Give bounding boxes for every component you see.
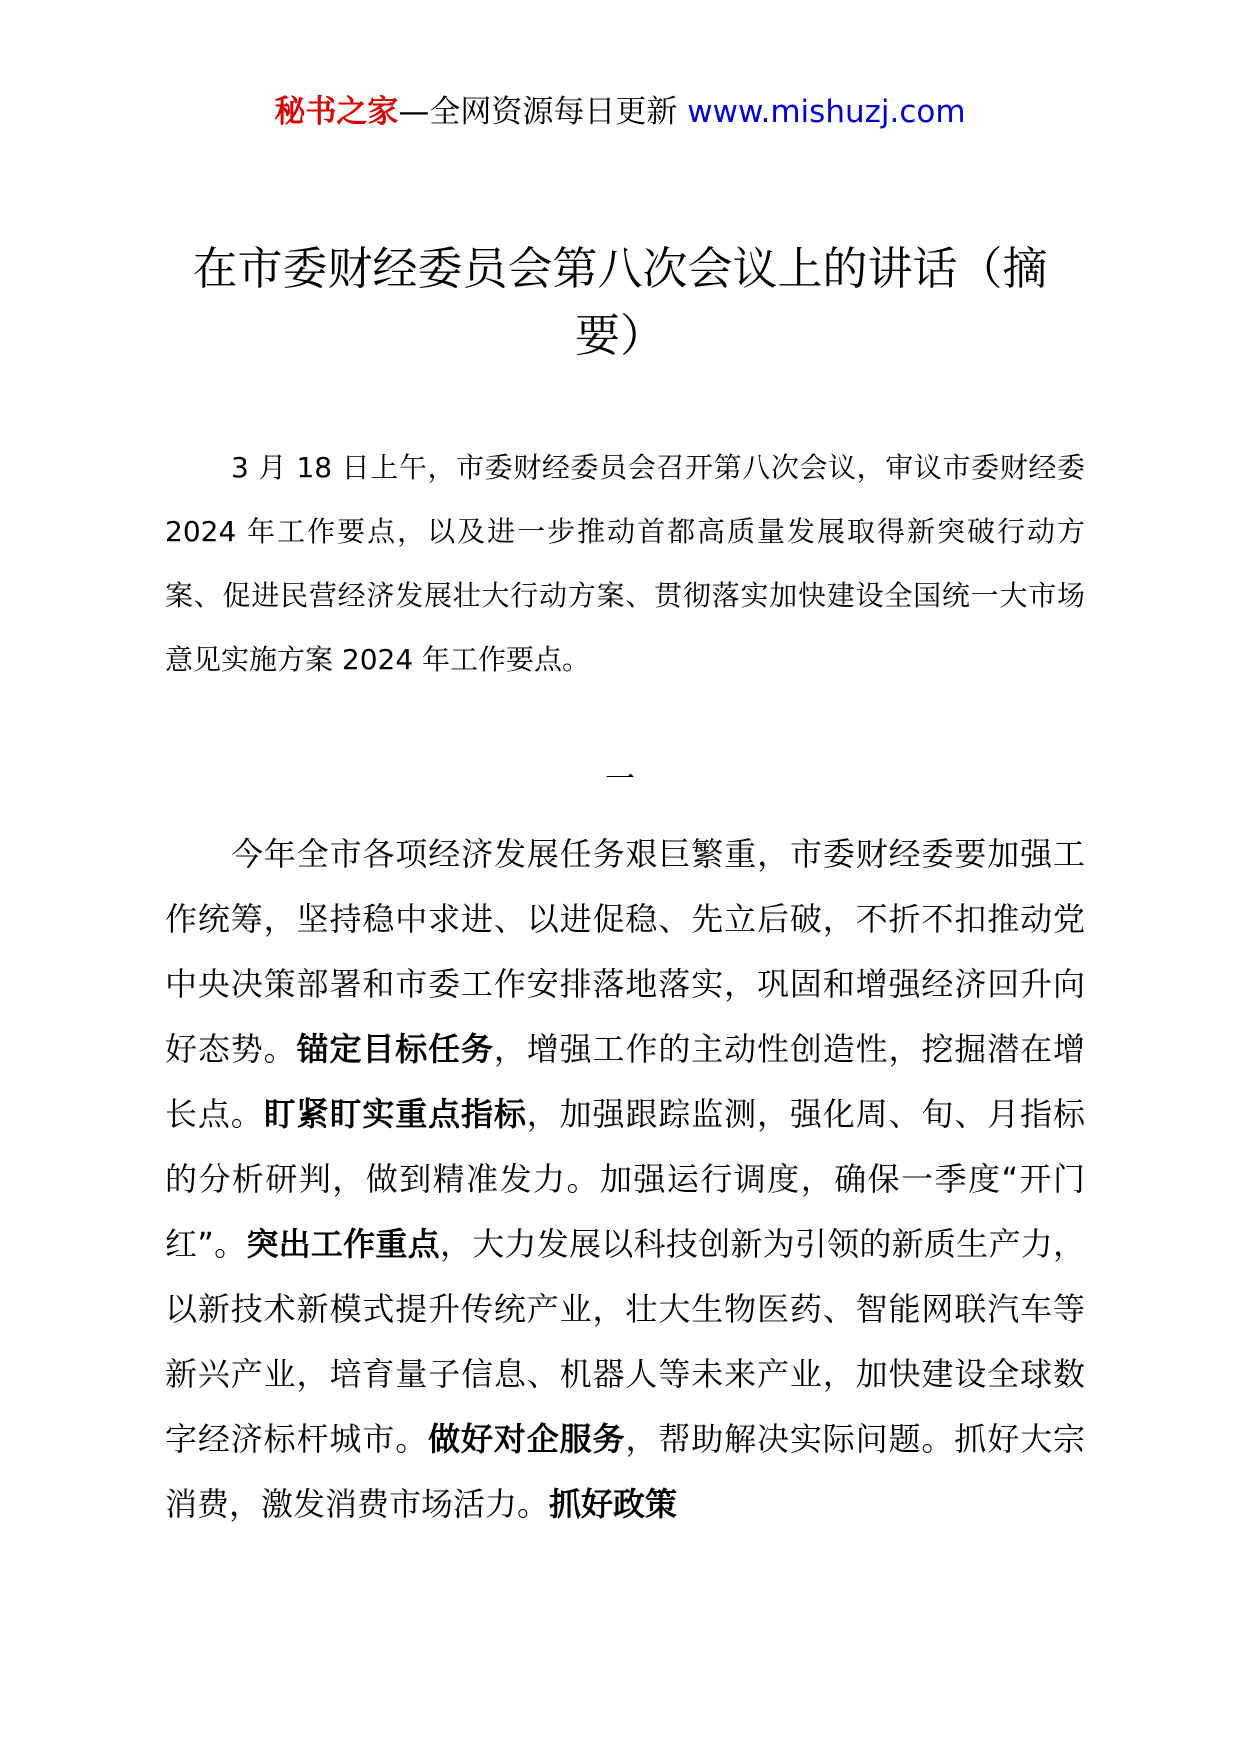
main-text-3: ，加强跟踪监测，强化周、旬、月指标的分析研判，做到精准发力。加强运行调度，确保一季度“开门红”。	[165, 1095, 1085, 1263]
site-brand: 秘书之家	[274, 94, 399, 130]
main-text-5: ，帮助解决实际问题。抓好大宗消费，激发消费市场活力。	[165, 1420, 1085, 1523]
site-url-link[interactable]: www.mishuzj.com	[687, 94, 966, 130]
section-number: 一	[605, 762, 635, 797]
emphasis-1: 锚定目标任务	[296, 1030, 494, 1068]
main-text-1: 今年全市各项经济发展任务艰巨繁重，市委财经委要加强工作统筹，坚持稳中求进、以进促稳、先立后破，不折不扣推动党中央决策部署和市委工作安排落地落实，巩固和增强经济回升向好态势。	[165, 835, 1085, 1068]
main-text-4: ，大力发展以科技创新为引领的新质生产力，以新技术新模式提升传统产业，壮大生物医药、智能网联汽车等新兴产业，培育量子信息、机器人等未来产业，加快建设全球数字经济标杆城市。	[165, 1225, 1085, 1458]
emphasis-3: 突出工作重点	[246, 1225, 440, 1263]
emphasis-4: 做好对企服务	[428, 1420, 626, 1458]
site-tagline: —全网资源每日更新	[398, 94, 688, 130]
emphasis-2: 盯紧盯实重点指标	[263, 1095, 527, 1133]
document-title: 在市委财经委员会第八次会议上的讲话（摘要）	[192, 242, 1048, 362]
emphasis-5: 抓好政策	[549, 1485, 678, 1523]
main-text-2: ，增强工作的主动性创造性，挖掘潜在增长点。	[165, 1030, 1085, 1133]
main-paragraph	[165, 822, 1085, 1537]
intro-paragraph: 3 月 18 日上午，市委财经委员会召开第八次会议，审议市委财经委 2024 年工作要点，以及进一步推动首都高质量发展取得新突破行动方案、促进民营经济发展壮大行动方案、贯彻落实加快建设全国统一大市场意见实施方案 2024 年工作要点。	[165, 451, 1085, 676]
site-header	[0, 92, 1240, 132]
